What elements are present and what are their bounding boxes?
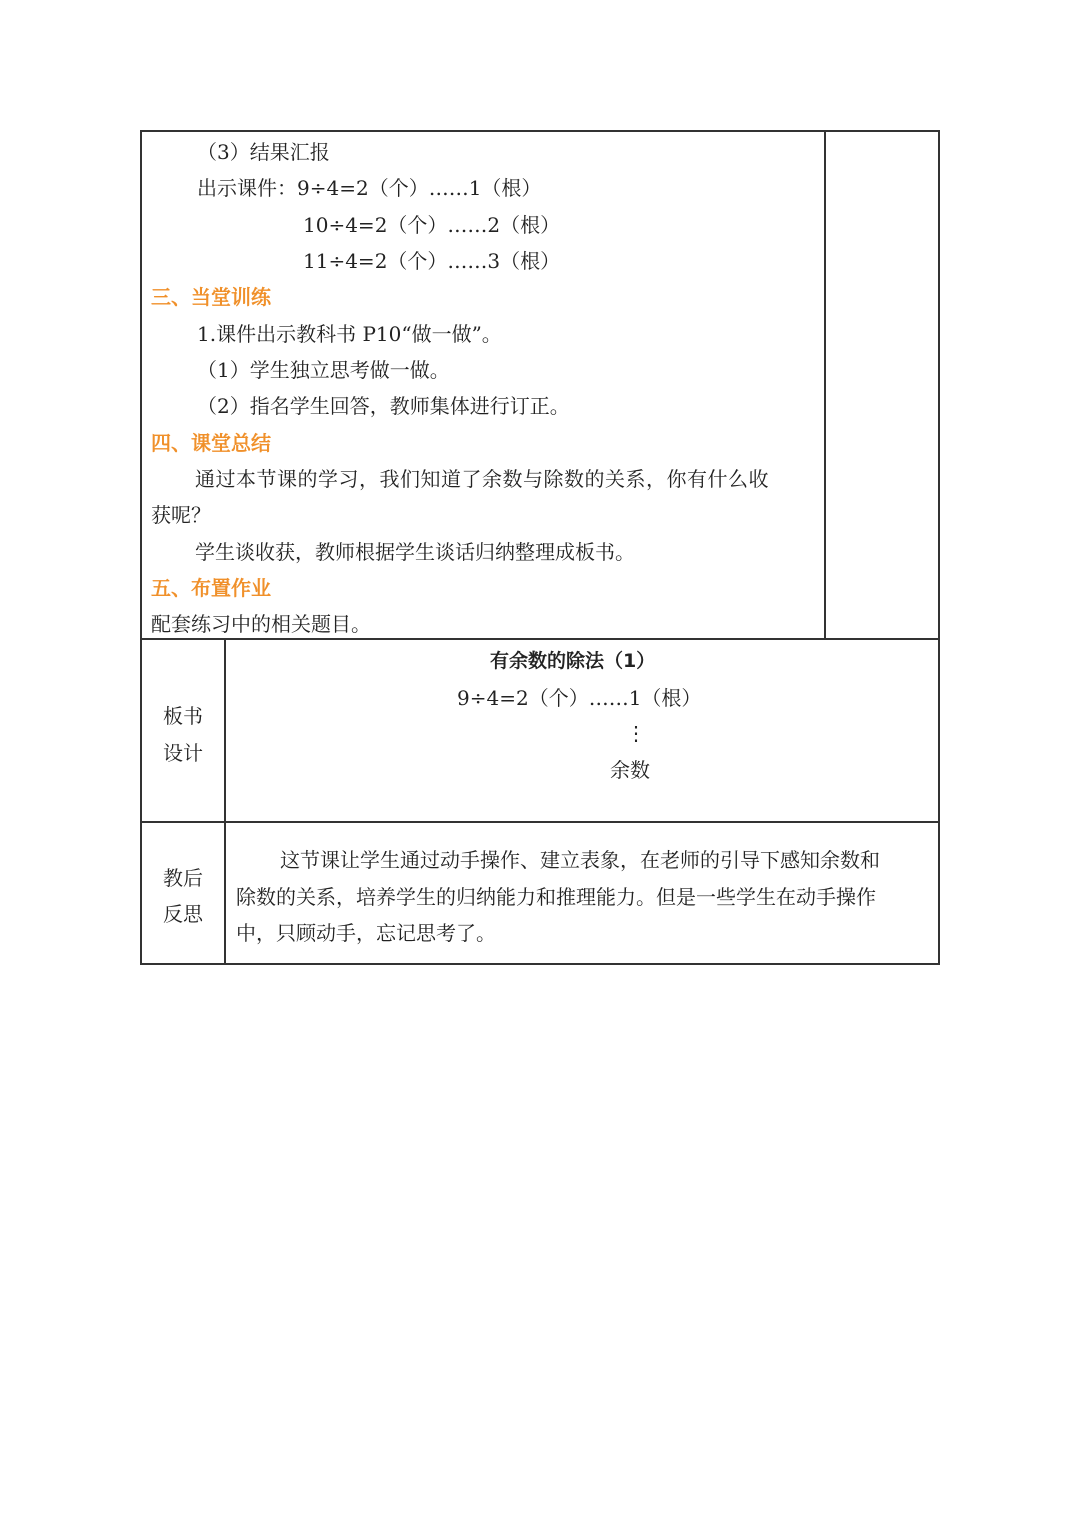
board-vertical-dots: ⋮ xyxy=(626,721,646,745)
board-label-2: 设计 xyxy=(163,741,203,765)
slide-line-2: 10÷4=2（个）……2（根） xyxy=(303,213,561,237)
practice-item-1-1: （1）学生独立思考做一做。 xyxy=(197,358,450,382)
slide-line-3: 11÷4=2（个）……3（根） xyxy=(303,249,561,273)
reflection-label-2: 反思 xyxy=(163,902,203,926)
summary-line-2: 获呢？ xyxy=(151,503,211,527)
summary-line-1: 通过本节课的学习，我们知道了余数与除数的关系，你有什么收 xyxy=(195,467,769,491)
practice-item-1: 1.课件出示教科书 P10“做一做”。 xyxy=(197,322,502,346)
summary-heading: 四、课堂总结 xyxy=(151,431,271,455)
board-formula: 9÷4=2（个）……1（根） xyxy=(457,686,702,710)
homework-heading: 五、布置作业 xyxy=(151,576,271,600)
summary-line-3: 学生谈收获，教师根据学生谈话归纳整理成板书。 xyxy=(195,540,635,564)
reflection-line-2: 除数的关系，培养学生的归纳能力和推理能力。但是一些学生在动手操作 xyxy=(236,885,876,909)
reflection-line-3: 中，只顾动手，忘记思考了。 xyxy=(236,921,496,945)
row-divider-2 xyxy=(140,821,940,823)
practice-item-1-2: （2）指名学生回答，教师集体进行订正。 xyxy=(197,394,570,418)
result-report: （3）结果汇报 xyxy=(197,140,330,164)
homework-line-1: 配套练习中的相关题目。 xyxy=(151,612,371,636)
board-remainder-label: 余数 xyxy=(610,758,650,782)
reflection-line-1: 这节课让学生通过动手操作、建立表象，在老师的引导下感知余数和 xyxy=(280,848,880,872)
slide-line-1: 出示课件：9÷4=2（个）……1（根） xyxy=(197,176,542,200)
practice-heading: 三、当堂训练 xyxy=(151,285,271,309)
label-column-divider xyxy=(224,638,226,965)
board-label-1: 板书 xyxy=(163,704,203,728)
reflection-label-1: 教后 xyxy=(163,866,203,890)
board-title: 有余数的除法（1） xyxy=(490,650,656,672)
top-row-divider xyxy=(824,130,826,640)
